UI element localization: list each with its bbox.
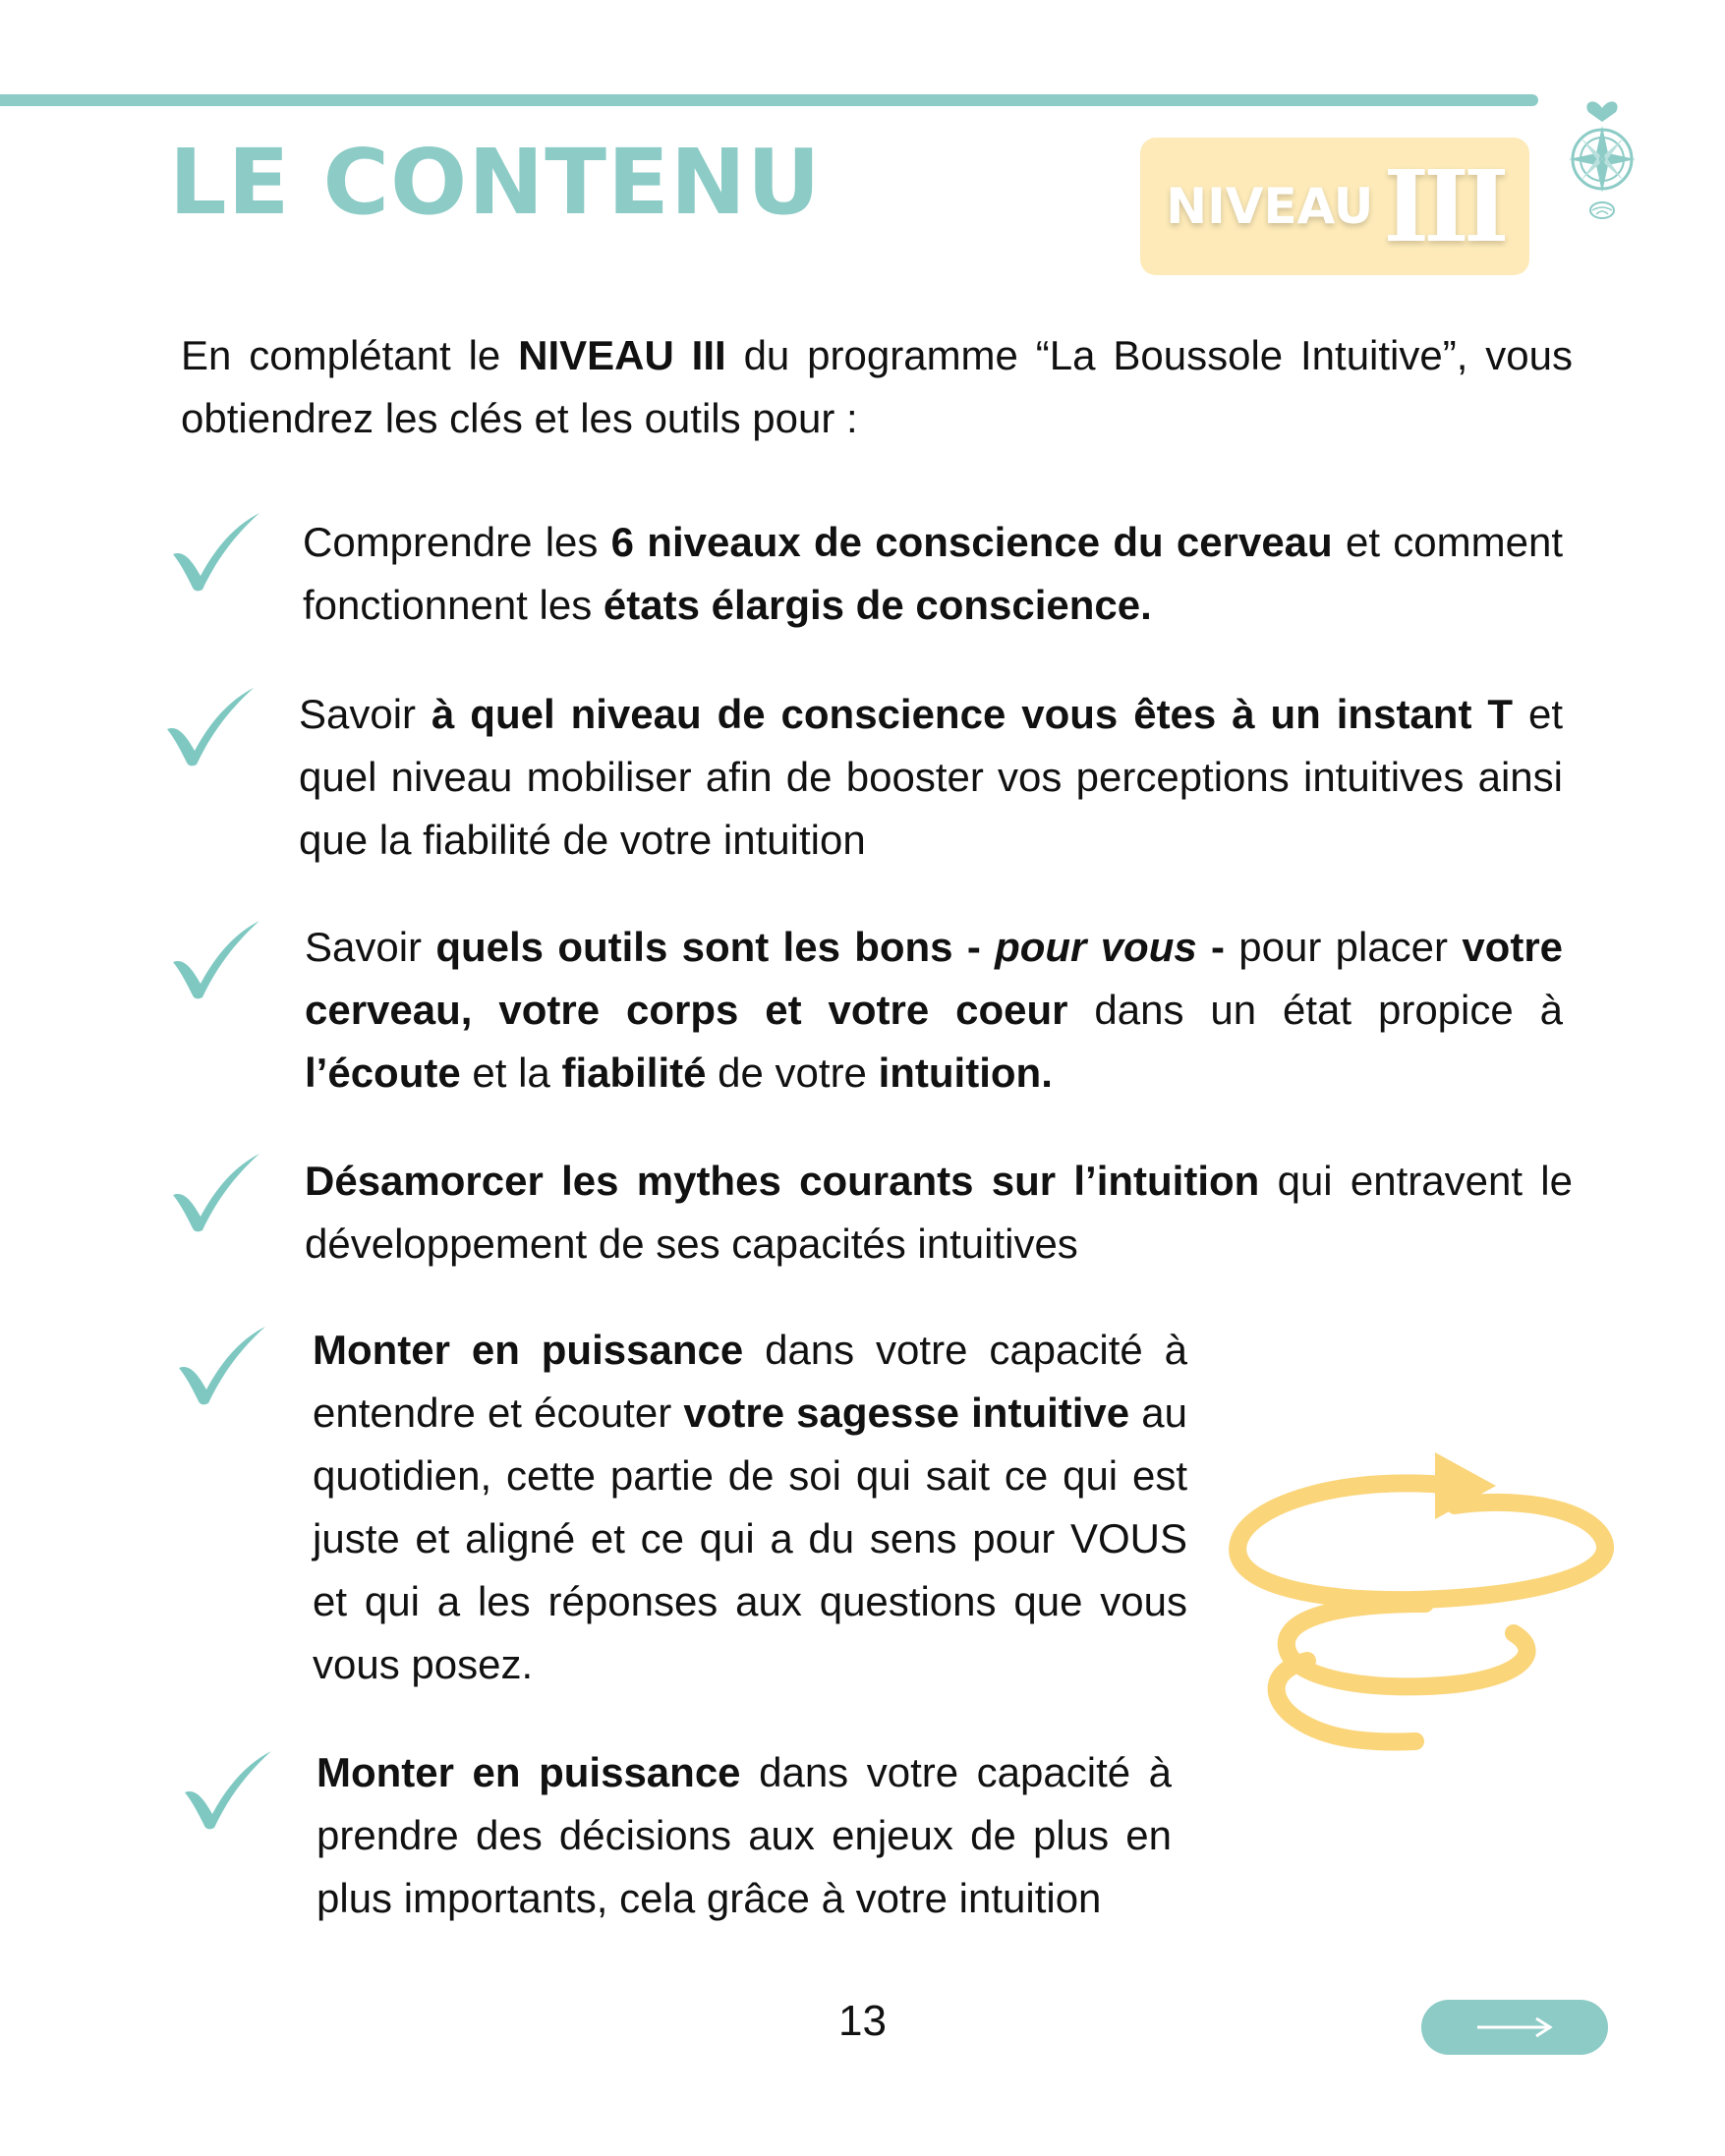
page-number: 13 <box>838 1997 887 2045</box>
top-rule <box>0 94 1538 106</box>
checkmark-icon <box>163 686 256 768</box>
level-word: NIVEAU <box>1166 178 1374 235</box>
checkmark-icon <box>181 1749 273 1832</box>
list-item: Monter en puissance dans votre capacité à prendre des décisions aux enjeux de plus en plus importants, cela grâce à votre intuition <box>316 1749 1173 1921</box>
list-item: Savoir à quel niveau de conscience vous êtes à un instant T et quel niveau mobiliser afin de booster vos perceptions intuitives ainsi que la fiabilité de votre intuition <box>299 691 1563 863</box>
heart-compass-icon <box>1555 90 1649 228</box>
arrow-right-icon <box>1475 2015 1554 2039</box>
next-page-button[interactable] <box>1421 2000 1608 2055</box>
checkmark-icon <box>169 1152 261 1234</box>
list-item: Désamorcer les mythes courants sur l’intuition qui entravent le développement de ses capacités intuitives <box>305 1158 1573 1267</box>
list-item: Savoir quels outils sont les bons - pour vous - pour placer votre cerveau, votre corps et votre coeur dans un état propice à l’écoute et la fiabilité de votre intuition. <box>305 924 1564 1096</box>
checkmark-icon <box>169 511 261 594</box>
checkmark-icon <box>169 919 261 1001</box>
page-title: LE CONTENU <box>169 130 822 235</box>
list-item: Comprendre les 6 niveaux de conscience du cerveau et comment fonctionnent les états élargis de conscience. <box>303 519 1563 628</box>
level-badge <box>1140 138 1529 275</box>
checkmark-icon <box>175 1325 267 1407</box>
intro-paragraph: En complétant le NIVEAU III du programme “La Boussole Intuitive”, vous obtiendrez les clés et les outils pour : <box>181 332 1573 441</box>
list-item: Monter en puissance dans votre capacité à entendre et écouter votre sagesse intuitive au quotidien, cette partie de soi qui sait ce qui est juste et aligné et ce qui a du sens pour VOUS et qui a les réponses aux questions que vous vous posez. <box>313 1327 1187 1687</box>
level-numeral: III <box>1383 148 1504 264</box>
spiral-arrow-icon <box>1229 1435 1622 1759</box>
